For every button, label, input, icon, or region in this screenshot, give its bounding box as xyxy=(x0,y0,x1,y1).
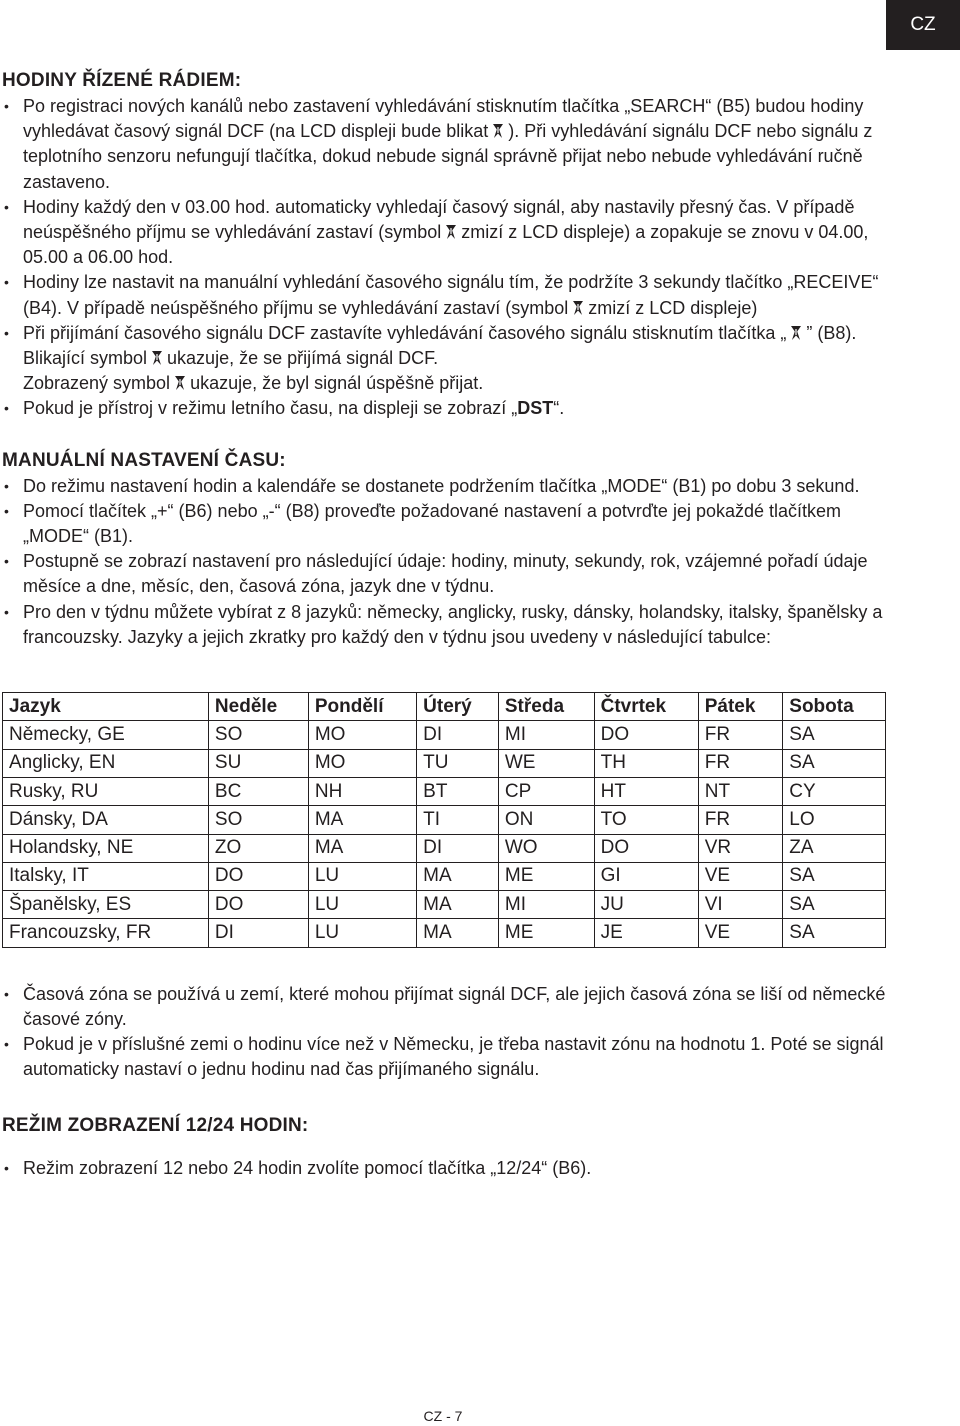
table-cell: DO xyxy=(208,862,308,890)
table-cell: MO xyxy=(308,721,416,749)
column-header: Středa xyxy=(498,693,594,721)
table-cell: DO xyxy=(208,891,308,919)
table-cell: WE xyxy=(498,749,594,777)
hour-mode-list xyxy=(0,1156,890,1181)
antenna-tower-icon xyxy=(789,325,803,341)
table-cell: SA xyxy=(783,862,886,890)
table-cell: Francouzsky, FR xyxy=(3,919,209,947)
section-title-12-24: REŽIM ZOBRAZENÍ 12/24 HODIN: xyxy=(2,1114,309,1136)
table-cell: SO xyxy=(208,721,308,749)
table-cell: LU xyxy=(308,919,416,947)
antenna-tower-icon xyxy=(173,375,187,391)
table-cell: DO xyxy=(594,834,698,862)
antenna-tower-icon xyxy=(491,123,505,139)
table-row xyxy=(3,919,886,947)
table-cell: MA xyxy=(417,919,499,947)
table-cell: MA xyxy=(417,862,499,890)
table-cell: LO xyxy=(783,806,886,834)
table-cell: SA xyxy=(783,749,886,777)
table-cell: SU xyxy=(208,749,308,777)
list-item: • Hodiny každý den v 03.00 hod. automaticky vyhledají časový signál, aby nastavily přesný čas. V případě neúspěšného příjmu se vyhledávání zastaví (symbol zmizí z LCD displeje) a zopakuje se znovu v 04.00, 05.00 a 06.00 hod. xyxy=(0,195,890,271)
table-cell: JU xyxy=(594,891,698,919)
table-cell: Rusky, RU xyxy=(3,777,209,805)
table-cell: Holandsky, NE xyxy=(3,834,209,862)
column-header: Neděle xyxy=(208,693,308,721)
table-cell: VI xyxy=(698,891,783,919)
table-cell: VE xyxy=(698,919,783,947)
list-item: • Pro den v týdnu můžete vybírat z 8 jazyků: německy, anglicky, rusky, dánsky, holandsky, italsky, španělsky a francouzsky. Jazyky a jejich zkratky pro každý den v týdnu jsou uvedeny v následující tabulce: xyxy=(0,600,890,650)
table-cell: FR xyxy=(698,721,783,749)
table-cell: CY xyxy=(783,777,886,805)
list-item: • Při přijímání časového signálu DCF zastavíte vyhledávání časového signálu stisknutím tlačítka „ ” (B8). Blikající symbol ukazuje, že se přijímá signál DCF. Zobrazený symbol ukazuje, že byl signál úspěšně přijat. xyxy=(0,321,890,397)
list-item: • Pokud je přístroj v režimu letního času, na displeji se zobrazí „DST“. xyxy=(0,396,890,421)
table-cell: VR xyxy=(698,834,783,862)
table-body xyxy=(3,721,886,947)
table-cell: Dánsky, DA xyxy=(3,806,209,834)
section-title-manual-time: MANUÁLNÍ NASTAVENÍ ČASU: xyxy=(2,449,286,471)
table-row xyxy=(3,721,886,749)
column-header: Pondělí xyxy=(308,693,416,721)
table-cell: FR xyxy=(698,749,783,777)
radio-clock-list xyxy=(0,94,890,422)
table-cell: MA xyxy=(308,806,416,834)
table-cell: BC xyxy=(208,777,308,805)
table-cell: DI xyxy=(417,834,499,862)
table-cell: TI xyxy=(417,806,499,834)
table-cell: MO xyxy=(308,749,416,777)
list-item: • Hodiny lze nastavit na manuální vyhledání časového signálu tím, že podržíte 3 sekundy tlačítko „RECEIVE“ (B4). V případě neúspěšného příjmu se vyhledávání zastaví (symbol zmizí z LCD displeje) xyxy=(0,270,890,320)
table-cell: HT xyxy=(594,777,698,805)
column-header: Pátek xyxy=(698,693,783,721)
column-header: Čtvrtek xyxy=(594,693,698,721)
table-cell: MI xyxy=(498,721,594,749)
table-cell: Španělsky, ES xyxy=(3,891,209,919)
table-cell: SO xyxy=(208,806,308,834)
table-cell: MA xyxy=(308,834,416,862)
table-cell: ZA xyxy=(783,834,886,862)
antenna-tower-icon xyxy=(150,350,164,366)
table-cell: LU xyxy=(308,862,416,890)
list-item: • Postupně se zobrazí nastavení pro následující údaje: hodiny, minuty, sekundy, rok, vzájemné pořadí údaje měsíce a dne, měsíc, den, časová zóna, jazyk dne v týdnu. xyxy=(0,549,890,599)
table-cell: SA xyxy=(783,919,886,947)
column-header: Sobota xyxy=(783,693,886,721)
table-row xyxy=(3,777,886,805)
antenna-tower-icon xyxy=(571,300,585,316)
table-cell: VE xyxy=(698,862,783,890)
table-cell: FR xyxy=(698,806,783,834)
list-item: • Po registraci nových kanálů nebo zastavení vyhledávání stisknutím tlačítka „SEARCH“ (B5) budou hodiny vyhledávat časový signál DCF (na LCD displeji bude blikat ). Při vyhledávání signálu DCF nebo signálu z teplotního senzoru nefungují tlačítka, dokud nebude signál správně přijat nebo nebude vyhledávání ručně zastaveno. xyxy=(0,94,890,195)
table-cell: DI xyxy=(208,919,308,947)
table-cell: TO xyxy=(594,806,698,834)
table-cell: SA xyxy=(783,721,886,749)
table-cell: DO xyxy=(594,721,698,749)
table-row xyxy=(3,806,886,834)
list-item: • Pokud je v příslušné zemi o hodinu více než v Německu, je třeba nastavit zónu na hodnotu 1. Poté se signál automaticky nastaví o jednu hodinu nad čas přijímaného signálu. xyxy=(0,1032,890,1082)
table-row xyxy=(3,834,886,862)
table-cell: Italsky, IT xyxy=(3,862,209,890)
language-tab: CZ xyxy=(886,0,960,50)
page-number: CZ - 7 xyxy=(423,1408,463,1424)
dst-indicator: DST xyxy=(517,398,554,419)
table-cell: CP xyxy=(498,777,594,805)
table-cell: DI xyxy=(417,721,499,749)
table-cell: ME xyxy=(498,862,594,890)
table-cell: GI xyxy=(594,862,698,890)
table-cell: Anglicky, EN xyxy=(3,749,209,777)
list-item: • Režim zobrazení 12 nebo 24 hodin zvolíte pomocí tlačítka „12/24“ (B6). xyxy=(0,1156,890,1181)
table-cell: LU xyxy=(308,891,416,919)
table-row xyxy=(3,862,886,890)
list-item: • Časová zóna se používá u zemí, které mohou přijímat signál DCF, ale jejich časová zóna se liší od německé časové zóny. xyxy=(0,982,890,1032)
table-row xyxy=(3,891,886,919)
list-item: • Do režimu nastavení hodin a kalendáře se dostanete podržením tlačítka „MODE“ (B1) po dobu 3 sekund. xyxy=(0,474,890,499)
column-header: Úterý xyxy=(417,693,499,721)
table-cell: JE xyxy=(594,919,698,947)
table-cell: ME xyxy=(498,919,594,947)
list-item: • Pomocí tlačítek „+“ (B6) nebo „-“ (B8) proveďte požadované nastavení a potvrďte jej pokaždé tlačítkem „MODE“ (B1). xyxy=(0,499,890,549)
table-cell: NH xyxy=(308,777,416,805)
table-cell: SA xyxy=(783,891,886,919)
weekday-language-table xyxy=(2,692,886,948)
table-cell: MI xyxy=(498,891,594,919)
table-header-row xyxy=(3,693,886,721)
table-row xyxy=(3,749,886,777)
page-content xyxy=(0,68,890,1181)
table-cell: WO xyxy=(498,834,594,862)
manual-time-list xyxy=(0,474,890,650)
timezone-notes-list xyxy=(0,982,890,1083)
table-cell: ZO xyxy=(208,834,308,862)
table-cell: MA xyxy=(417,891,499,919)
table-cell: NT xyxy=(698,777,783,805)
table-cell: BT xyxy=(417,777,499,805)
antenna-tower-icon xyxy=(444,224,458,240)
table-cell: TU xyxy=(417,749,499,777)
table-cell: ON xyxy=(498,806,594,834)
section-title-radio-clock: HODINY ŘÍZENÉ RÁDIEM: xyxy=(2,70,242,91)
table-cell: Německy, GE xyxy=(3,721,209,749)
table-cell: TH xyxy=(594,749,698,777)
column-header: Jazyk xyxy=(3,693,209,721)
